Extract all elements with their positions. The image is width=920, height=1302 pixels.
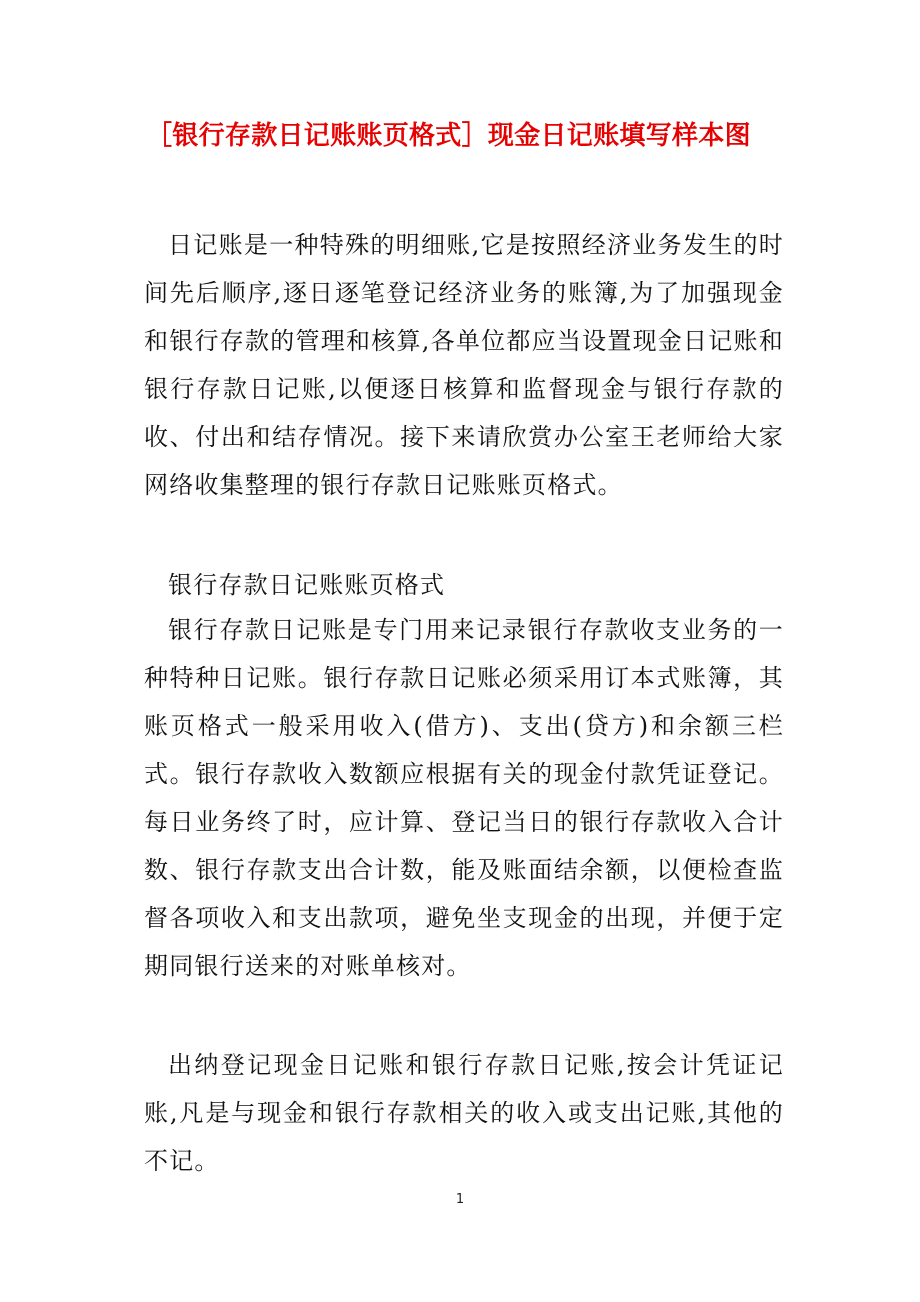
page-number: 1 xyxy=(455,1192,465,1207)
section-paragraph: 银行存款日记账是专门用来记录银行存款收支业务的一种特种日记账。银行存款日记账必须采用订本式账簿，其账页格式一般采用收入(借方)、支出(贷方)和余额三栏式。银行存款收入数额应根据有关的现金付款凭证登记。每日业务终了时，应计算、登记当日的银行存款收入合计数、银行存款支出合计数，能及账面结余额，以便检查监督各项收入和支出款项，避免坐支现金的出现，并便于定期同银行送来的对账单核对。 xyxy=(144,616,784,980)
document-title: ［银行存款日记账账页格式］现金日记账填写样本图 xyxy=(146,121,751,151)
section-heading: 银行存款日记账账页格式 xyxy=(168,571,446,599)
closing-paragraph: 出纳登记现金日记账和银行存款日记账,按会计凭证记账,凡是与现金和银行存款相关的收入或支出记账,其他的不记。 xyxy=(144,1051,784,1175)
intro-paragraph: 日记账是一种特殊的明细账,它是按照经济业务发生的时间先后顺序,逐日逐笔登记经济业务的账簿,为了加强现金和银行存款的管理和核算,各单位都应当设置现金日记账和银行存款日记账,以便逐日核算和监督现金与银行存款的收、付出和结存情况。接下来请欣赏办公室王老师给大家网络收集整理的银行存款日记账账页格式。 xyxy=(144,231,784,499)
